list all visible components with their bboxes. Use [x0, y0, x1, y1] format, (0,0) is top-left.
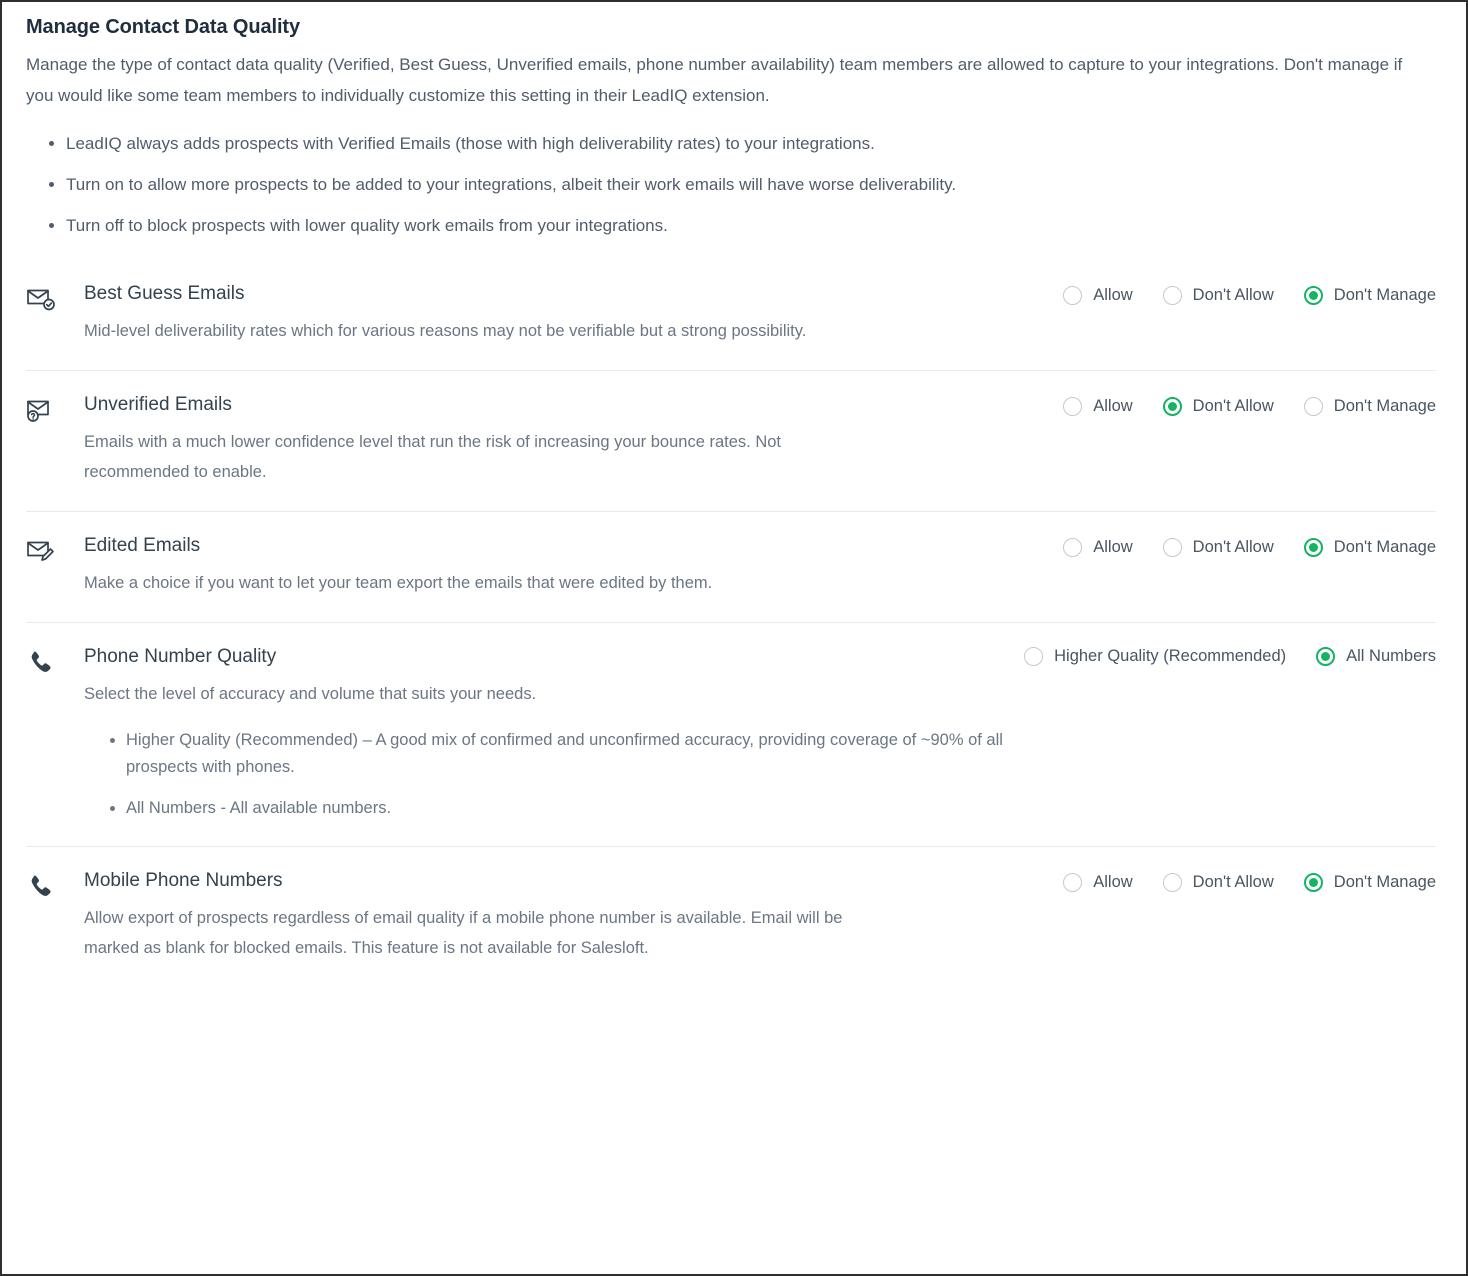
- radio-allow[interactable]: [1063, 873, 1082, 892]
- option-label: Don't Manage: [1333, 286, 1436, 304]
- setting-description: Select the level of accuracy and volume that suits your needs.: [84, 685, 537, 703]
- setting-title: Unverified Emails: [84, 394, 232, 415]
- phone-quality-bullet-list: [84, 727, 1004, 822]
- mail-check-icon: [26, 282, 84, 312]
- setting-row-mobile-phone-numbers: [26, 846, 1436, 987]
- option-label: Don't Manage: [1333, 397, 1436, 415]
- option-label: Higher Quality (Recommended): [1054, 647, 1287, 665]
- setting-row-unverified-emails: [26, 370, 1436, 511]
- option-label: Allow: [1093, 397, 1133, 415]
- setting-description: Emails with a much lower confidence level that run the risk of increasing your bounce rates. Not recommended to enable.: [84, 433, 782, 481]
- radio-dont-manage[interactable]: [1304, 397, 1323, 416]
- option-group-best-guess-emails: [1063, 282, 1436, 305]
- page-description: Manage the type of contact data quality (Verified, Best Guess, Unverified emails, phone number availability) team members are allowed to capture to your integrations. Don't manage if you would like some team members to individually customize this setting in their LeadIQ extension.: [26, 55, 1403, 105]
- radio-dont-allow[interactable]: [1163, 538, 1182, 557]
- mail-edit-icon: [26, 534, 84, 564]
- option-dont-allow[interactable]: [1163, 538, 1274, 557]
- option-group-unverified-emails: [1063, 393, 1436, 416]
- option-dont-manage[interactable]: [1304, 397, 1436, 416]
- option-label: Allow: [1093, 286, 1133, 304]
- option-allow[interactable]: [1063, 873, 1132, 892]
- settings-rows: [26, 272, 1436, 987]
- option-group-edited-emails: [1063, 534, 1436, 557]
- option-group-mobile-phone-numbers: [1063, 869, 1436, 892]
- setting-row-edited-emails: [26, 511, 1436, 622]
- option-allow[interactable]: [1063, 286, 1132, 305]
- radio-allow[interactable]: [1063, 397, 1082, 416]
- radio-allow[interactable]: [1063, 538, 1082, 557]
- setting-title: Best Guess Emails: [84, 283, 245, 304]
- option-allow[interactable]: [1063, 397, 1132, 416]
- phone-quality-bullet-item: • All Numbers - All available numbers.: [126, 795, 1004, 822]
- option-label: All Numbers: [1346, 647, 1436, 665]
- setting-description: Allow export of prospects regardless of email quality if a mobile phone number is available. Email will be marked as blank for blocked emails. This feature is not available for Salesloft.: [84, 909, 843, 957]
- radio-dont-manage[interactable]: [1304, 873, 1323, 892]
- radio-dont-allow[interactable]: [1163, 397, 1182, 416]
- setting-title: Phone Number Quality: [84, 646, 277, 667]
- option-dont-allow[interactable]: [1163, 286, 1274, 305]
- option-dont-manage[interactable]: [1304, 873, 1436, 892]
- option-label: Don't Allow: [1192, 397, 1274, 415]
- page-title: Manage Contact Data Quality: [26, 16, 301, 38]
- radio-dont-manage[interactable]: [1304, 538, 1323, 557]
- radio-allow[interactable]: [1063, 286, 1082, 305]
- option-allow[interactable]: [1063, 538, 1132, 557]
- phone-quality-bullet-item: • Higher Quality (Recommended) – A good mix of confirmed and unconfirmed accuracy, providing coverage of ~90% of all prospects with phones.: [126, 727, 1004, 781]
- setting-title: Mobile Phone Numbers: [84, 870, 283, 891]
- radio-dont-allow[interactable]: [1163, 873, 1182, 892]
- intro-bullet-item: • Turn off to block prospects with lower quality work emails from your integrations.: [66, 205, 1436, 246]
- phone-icon: [26, 645, 84, 677]
- setting-row-best-guess-emails: [26, 272, 1436, 370]
- option-group-phone-number-quality: [1024, 645, 1436, 666]
- option-label: Don't Allow: [1192, 538, 1274, 556]
- setting-description: Mid-level deliverability rates which for various reasons may not be verifiable but a strong possibility.: [84, 322, 807, 340]
- phone-icon: [26, 869, 84, 901]
- radio-dont-allow[interactable]: [1163, 286, 1182, 305]
- setting-description: Make a choice if you want to let your team export the emails that were edited by them.: [84, 574, 713, 592]
- option-label: Allow: [1093, 873, 1133, 891]
- mail-question-icon: [26, 393, 84, 423]
- radio-dont-manage[interactable]: [1304, 286, 1323, 305]
- option-all-numbers[interactable]: [1316, 647, 1436, 666]
- option-dont-manage[interactable]: [1304, 538, 1436, 557]
- option-label: Don't Allow: [1192, 286, 1274, 304]
- setting-title: Edited Emails: [84, 535, 201, 556]
- radio-all-numbers[interactable]: [1316, 647, 1335, 666]
- intro-bullet-item: • LeadIQ always adds prospects with Verified Emails (those with high deliverability rates) to your integrations.: [66, 123, 1436, 164]
- intro-bullet-list: [26, 123, 1436, 246]
- option-dont-manage[interactable]: [1304, 286, 1436, 305]
- setting-row-phone-number-quality: [26, 622, 1436, 846]
- radio-higher-quality[interactable]: [1024, 647, 1043, 666]
- option-dont-allow[interactable]: [1163, 873, 1274, 892]
- option-label: Allow: [1093, 538, 1133, 556]
- option-higher-quality[interactable]: [1024, 647, 1286, 666]
- option-label: Don't Allow: [1192, 873, 1274, 891]
- intro-bullet-item: • Turn on to allow more prospects to be added to your integrations, albeit their work emails will have worse deliverability.: [66, 164, 1436, 205]
- option-label: Don't Manage: [1333, 538, 1436, 556]
- option-dont-allow[interactable]: [1163, 397, 1274, 416]
- option-label: Don't Manage: [1333, 873, 1436, 891]
